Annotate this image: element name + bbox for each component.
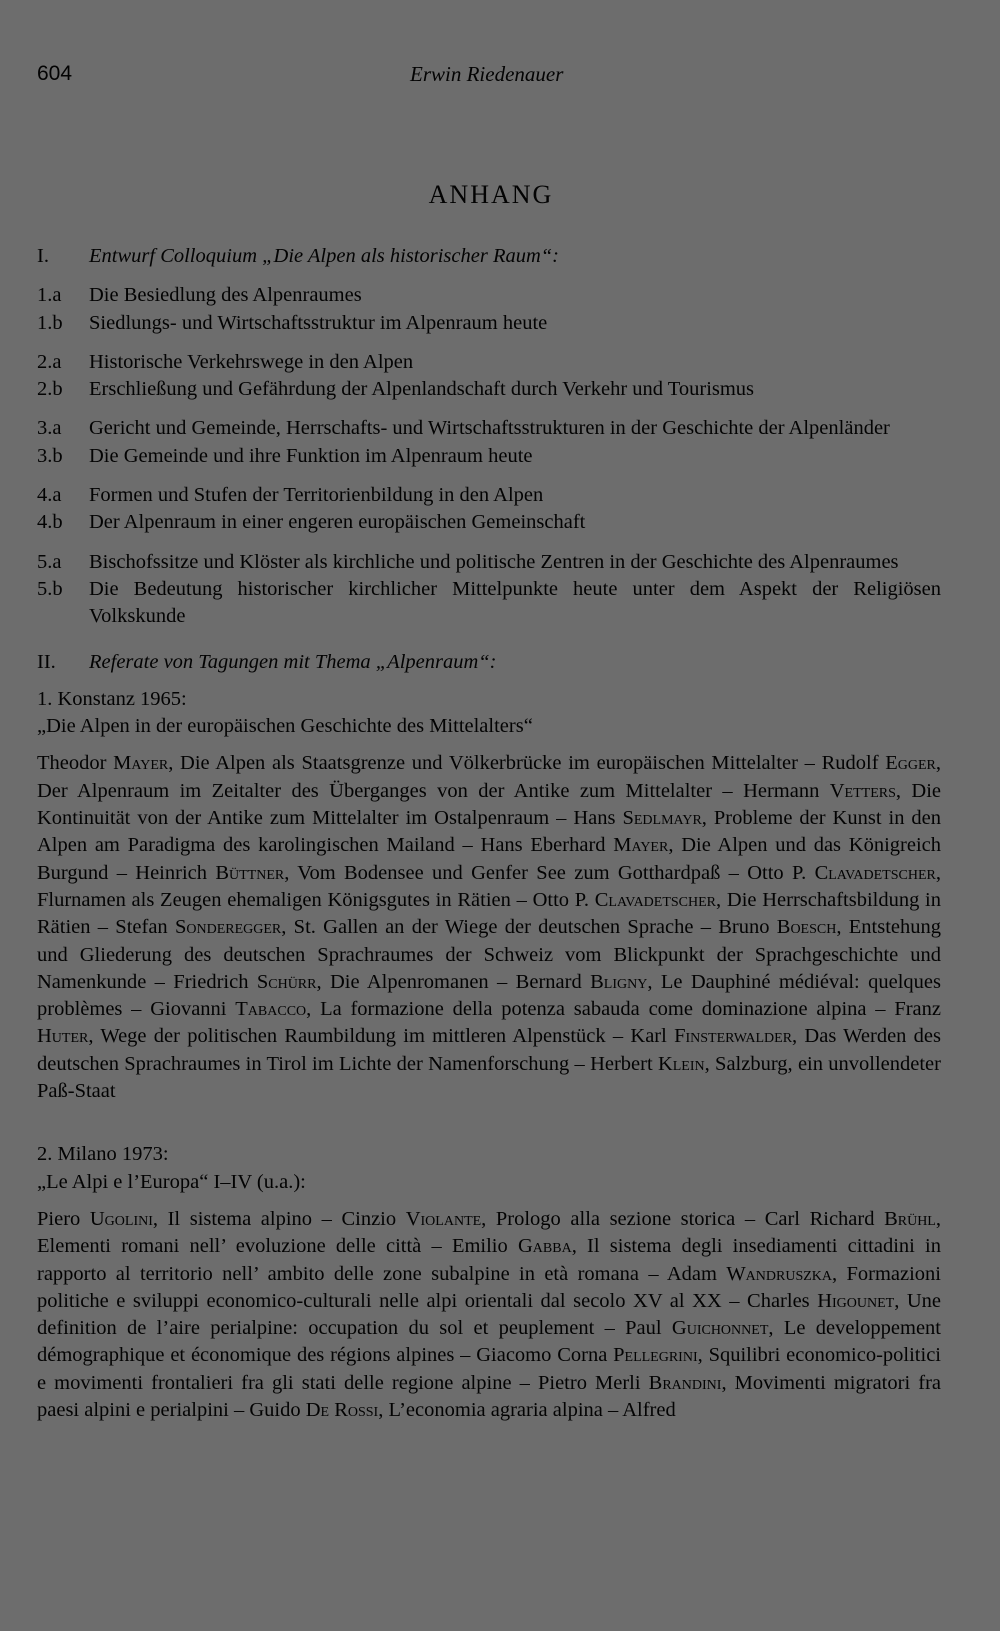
list-item [37, 349, 941, 376]
section-number: II. [37, 650, 56, 673]
paper-text: , Il sistema degli insediamenti cittadini in rapporto al territorio nell’ ambito delle zone subalpine in età romana – Adam [37, 1235, 941, 1285]
list-item [37, 482, 941, 509]
page-number: 604 [37, 62, 73, 85]
page-header [37, 62, 941, 92]
author-name: Klein [657, 1052, 705, 1075]
item-text: Die Bedeutung historischer kirchlicher Mittelpunkte heute unter dem Aspekt der Religiösen Volkskunde [89, 577, 941, 628]
list-item [37, 549, 941, 576]
item-number: 5.b [37, 577, 63, 600]
author-name: Pellegrini [613, 1344, 698, 1367]
conference-theme: „Le Alpi e l’Europa“ I–IV (u.a.): [37, 1170, 306, 1193]
paper-text: , Die Kontinuität von der Antike zum Mittelalter im Ostalpenraum – Hans [37, 779, 941, 830]
paper-text: , L’economia agraria alpina – Alfred [378, 1398, 676, 1421]
list-item [37, 310, 941, 337]
paper-text: , Probleme der Kunst in den Alpen am Paradigma des karolingischen Mailand – Hans Eberhard [37, 807, 942, 857]
paper-text: , Der Alpenraum im Zeitalter des Überganges von der Antike zum Mittelalter – Hermann [37, 752, 941, 802]
list-item [37, 509, 941, 536]
paper-text: Piero [37, 1207, 90, 1230]
author-name: Wandruszka [726, 1262, 833, 1285]
item-number: 2.b [37, 378, 63, 401]
conference-2-papers [37, 1206, 941, 1424]
paper-text: , Le Dauphiné médiéval: quelques problèmes – Giovanni [37, 970, 941, 1021]
topic-group-1 [37, 282, 941, 337]
paper-text: , Movimenti migratori fra paesi alpini e perialpini – Guido [37, 1371, 941, 1421]
paper-text: , Die Herrschaftsbildung in Rätien – Stefan [37, 888, 942, 939]
paper-text: , Formazioni politiche e sviluppi economico-culturali nelle alpi orientali dal secolo XV al XX – Charles [37, 1262, 942, 1312]
author-name: Schürr [256, 970, 317, 993]
paper-text: , Flurnamen als Zeugen ehemaligen Königsgutes in Rätien – Otto P. [37, 861, 941, 911]
section-title: Entwurf Colloquium „Die Alpen als historischer Raum“: [89, 245, 559, 267]
list-item [37, 576, 941, 631]
author-name: Sedlmayr [622, 807, 702, 830]
item-number: 5.a [37, 550, 62, 573]
list-item [37, 415, 941, 442]
conference-2-heading [37, 1141, 941, 1196]
item-number: 1.a [37, 284, 62, 307]
item-number: 4.b [37, 511, 63, 534]
author-name: Sonderegger [174, 916, 282, 939]
author-name: Mayer [113, 752, 169, 775]
section-heading-2 [37, 649, 941, 676]
item-text: Erschließung und Gefährdung der Alpenlandschaft durch Verkehr und Tourismus [89, 378, 755, 401]
paper-text: , St. Gallen an der Wiege der deutschen Sprache – Bruno [281, 916, 777, 939]
author-name: Boesch [776, 916, 837, 939]
paper-text: , Die Alpenromanen – Bernard [316, 970, 591, 993]
paper-text: , Elementi romani nell’ evoluzione delle città – Emilio [37, 1207, 941, 1258]
author-name: Vetters [829, 779, 896, 802]
item-number: 3.a [37, 417, 62, 440]
list-item [37, 376, 941, 403]
author-name: Violante [405, 1207, 482, 1230]
paper-text: , Squilibri economico-politici e movimenti frontalieri fra gli stati delle regione alpine – Pietro Merli [37, 1344, 941, 1394]
author-name: Finsterwalder [674, 1025, 793, 1048]
paper-text: , Prologo alla sezione storica – Carl Richard [481, 1207, 885, 1230]
item-text: Bischofssitze und Klöster als kirchliche und politische Zentren in der Geschichte des Alpenraumes [89, 550, 899, 573]
paper-text: , Vom Bodensee und Genfer See zum Gotthardpaß – Otto P. [284, 861, 815, 884]
appendix-title: ANHANG [428, 180, 554, 209]
conference-theme: „Die Alpen in der europäischen Geschichte des Mittelalters“ [37, 715, 533, 738]
author-name: Clavadetscher [814, 861, 936, 884]
item-text: Historische Verkehrswege in den Alpen [89, 350, 414, 373]
section-number: I. [37, 245, 49, 267]
list-item [37, 282, 941, 309]
item-number: 4.a [37, 484, 62, 507]
author-name: Tabacco [235, 998, 307, 1021]
item-number: 2.a [37, 350, 62, 373]
author-name: Mayer [613, 834, 669, 857]
paper-text: Theodor [37, 752, 114, 775]
paper-text: , Salzburg, ein unvollendeter Paß-Staat [37, 1052, 941, 1103]
author-name: Gabba [517, 1235, 572, 1258]
item-text: Siedlungs- und Wirtschaftsstruktur im Alpenraum heute [89, 311, 548, 334]
conference-1-heading [37, 686, 941, 741]
paper-text: , Il sistema alpino – Cinzio [152, 1207, 406, 1230]
running-head-author: Erwin Riedenauer [410, 62, 564, 86]
list-item [37, 443, 941, 470]
paper-text: , Die Alpen und das Königreich Burgund – Heinrich [37, 834, 941, 884]
paper-text: , Das Werden des deutschen Sprachraumes in Tirol im Lichte der Namenforschung – Herbert [37, 1025, 941, 1075]
paper-text: , Le developpement démographique et économique des régions alpines – Giacomo Corna [37, 1317, 941, 1367]
document-body [37, 243, 941, 1424]
section-title: Referate von Tagungen mit Thema „Alpenraum“: [89, 650, 497, 673]
topic-group-4 [37, 482, 941, 537]
conference-place-year: 2. Milano 1973: [37, 1143, 169, 1166]
item-text: Die Gemeinde und ihre Funktion im Alpenraum heute [89, 444, 533, 467]
conference-place-year: 1. Konstanz 1965: [37, 687, 187, 710]
topic-group-5 [37, 549, 941, 631]
item-text: Formen und Stufen der Territorienbildung in den Alpen [89, 484, 544, 507]
author-name: Bligny [590, 970, 648, 993]
item-text: Der Alpenraum in einer engeren europäischen Gemeinschaft [89, 511, 586, 534]
author-name: Brandini [648, 1371, 722, 1394]
item-text: Die Besiedlung des Alpenraumes [89, 284, 362, 307]
author-name: Higounet [817, 1289, 895, 1312]
paper-text: , Wege der politischen Raumbildung im mittleren Alpenstück – Karl [88, 1025, 675, 1048]
author-name: Guichonnet [671, 1317, 769, 1340]
paper-text: , Entstehung und Gliederung des deutschen Sprachraumes der Schweiz vom Blickpunkt der Sprachgeschichte und Namenkunde – Friedrich [37, 916, 941, 993]
topic-group-2 [37, 349, 941, 404]
topic-group-3 [37, 415, 941, 470]
author-name: Egger [885, 752, 936, 775]
section-heading-1 [37, 243, 941, 270]
conference-1-papers [37, 750, 941, 1105]
item-number: 3.b [37, 444, 63, 467]
paper-text: , Une definition de l’aire perialpine: occupation du sol et peuplement – Paul [37, 1289, 942, 1340]
paper-text: , La formazione della potenza sabauda come dominazione alpina – Franz [306, 998, 941, 1021]
author-name: Büttner [215, 861, 285, 884]
paper-text: , Die Alpen als Staatsgrenze und Völkerbrücke im europäischen Mittelalter – Rudolf [168, 752, 886, 775]
author-name: Brühl [884, 1207, 936, 1230]
item-number: 1.b [37, 311, 63, 334]
author-name: De Rossi [305, 1398, 379, 1421]
author-name: Clavadetscher [594, 888, 717, 911]
author-name: Ugolini [89, 1207, 153, 1230]
author-name: Huter [37, 1025, 89, 1048]
item-text: Gericht und Gemeinde, Herrschafts- und Wirtschaftsstrukturen in der Geschichte der Alpenländer [89, 417, 890, 440]
